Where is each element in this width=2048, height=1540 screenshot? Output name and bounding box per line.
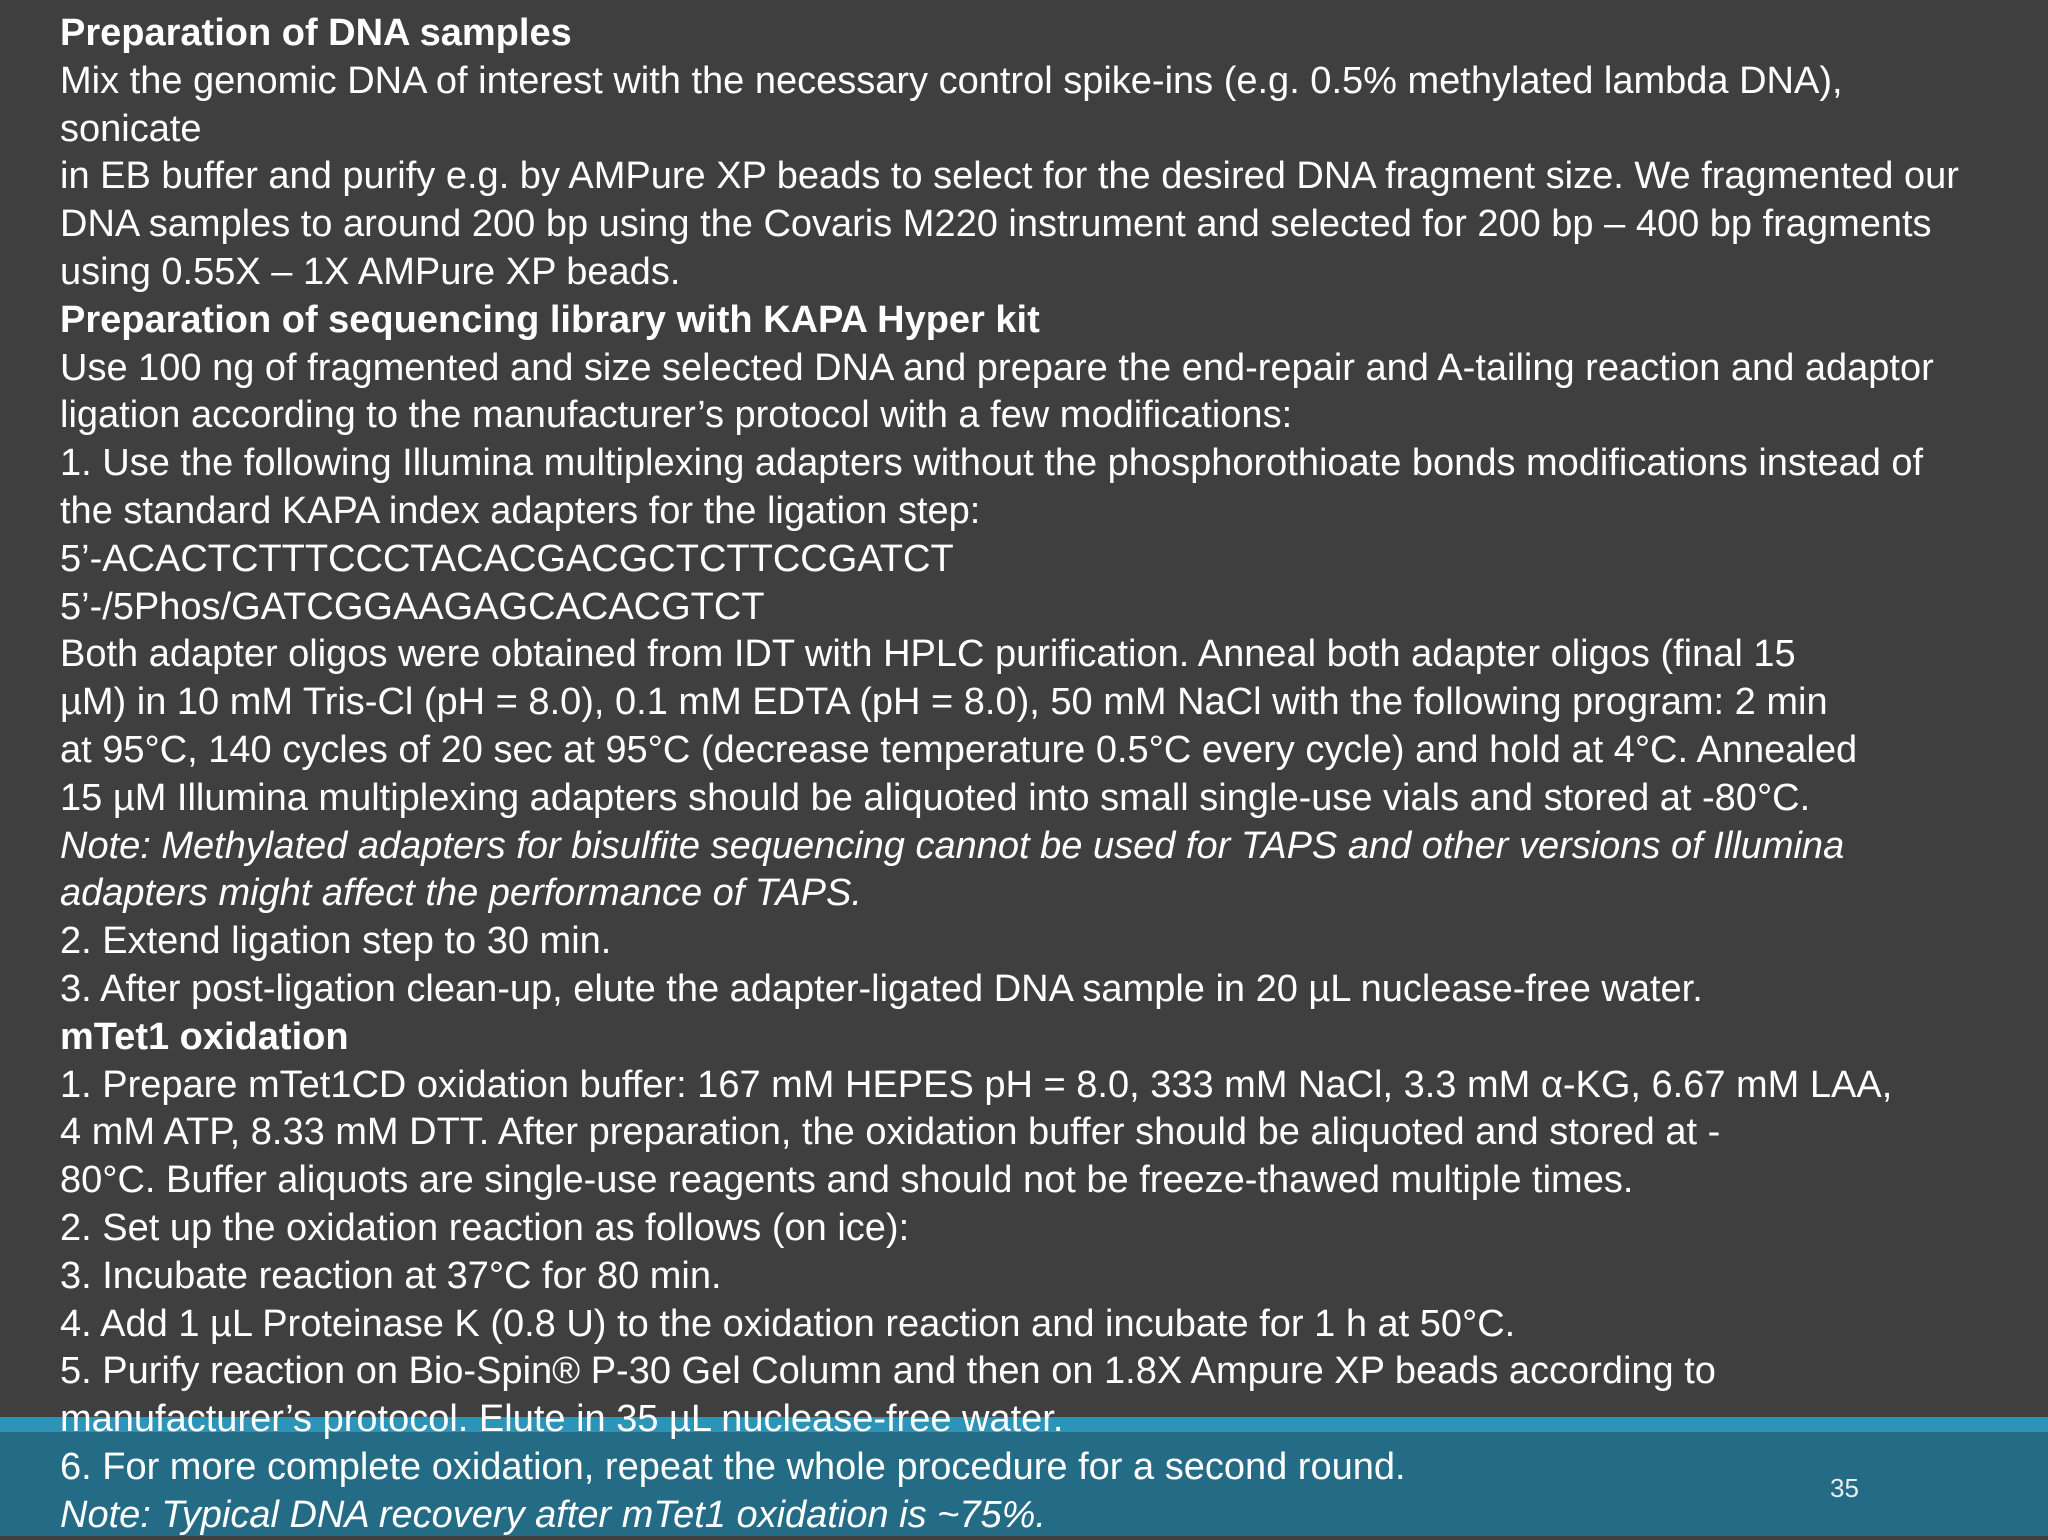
step-line: manufacturer’s protocol. Elute in 35 µL nuclease-free water. — [60, 1398, 1064, 1441]
step-line: 2. Extend ligation step to 30 min. — [60, 920, 612, 963]
oligo-sequence-2: 5’-/5Phos/GATCGGAAGAGCACACGTCT — [60, 585, 765, 628]
paragraph-line: Both adapter oligos were obtained from IDT with HPLC purification. Anneal both adapter oligos (final 15 — [60, 633, 1796, 676]
step-line: 80°C. Buffer aliquots are single-use reagents and should not be freeze-thawed multiple times. — [60, 1159, 1634, 1202]
step-line: 6. For more complete oxidation, repeat the whole procedure for a second round. — [60, 1445, 1406, 1488]
paragraph-line: µM) in 10 mM Tris-Cl (pH = 8.0), 0.1 mM EDTA (pH = 8.0), 50 mM NaCl with the following program: 2 min — [60, 681, 1828, 724]
paragraph-line: Use 100 ng of fragmented and size selected DNA and prepare the end-repair and A-tailing reaction and adaptor — [60, 346, 1934, 389]
paragraph-line: at 95°C, 140 cycles of 20 sec at 95°C (decrease temperature 0.5°C every cycle) and hold at 4°C. Annealed — [60, 728, 1858, 771]
paragraph-line: sonicate — [60, 107, 202, 150]
step-line: 1. Use the following Illumina multiplexing adapters without the phosphorothioate bonds modifications instead of — [60, 442, 1924, 485]
step-line: 4. Add 1 µL Proteinase K (0.8 U) to the oxidation reaction and incubate for 1 h at 50°C. — [60, 1302, 1516, 1345]
note-line: Note: Typical DNA recovery after mTet1 oxidation is ~75%. — [60, 1493, 1046, 1536]
page-number: 35 — [1830, 1473, 1859, 1503]
note-line: Note: Methylated adapters for bisulfite sequencing cannot be used for TAPS and other versions of Illumina — [60, 824, 1845, 867]
step-line: the standard KAPA index adapters for the ligation step: — [60, 489, 981, 532]
paragraph-line: Mix the genomic DNA of interest with the necessary control spike-ins (e.g. 0.5% methylated lambda DNA), — [60, 59, 1843, 102]
paragraph-line: in EB buffer and purify e.g. by AMPure XP beads to select for the desired DNA fragment size. We fragmented our — [60, 155, 1959, 198]
oligo-sequence-1: 5’-ACACTCTTTCCCTACACGACGCTCTTCCGATCT — [60, 537, 954, 580]
section-heading-oxidation: mTet1 oxidation — [60, 1015, 349, 1058]
protocol-text — [60, 10, 2045, 1540]
step-line: 1. Prepare mTet1CD oxidation buffer: 167 mM HEPES pH = 8.0, 333 mM NaCl, 3.3 mM α-KG, 6.67 mM LAA, — [60, 1063, 1893, 1106]
section-heading-dna-prep: Preparation of DNA samples — [60, 12, 572, 54]
paragraph-line: using 0.55X – 1X AMPure XP beads. — [60, 250, 681, 293]
section-heading-library-prep: Preparation of sequencing library with KAPA Hyper kit — [60, 298, 1040, 341]
step-line: 3. After post-ligation clean-up, elute the adapter-ligated DNA sample in 20 µL nuclease-free water. — [60, 967, 1703, 1010]
step-line: 5. Purify reaction on Bio-Spin® P-30 Gel Column and then on 1.8X Ampure XP beads according to — [60, 1350, 1716, 1393]
step-line: 3. Incubate reaction at 37°C for 80 min. — [60, 1254, 722, 1297]
note-line: adapters might affect the performance of TAPS. — [60, 872, 862, 915]
paragraph-line: ligation according to the manufacturer’s protocol with a few modifications: — [60, 394, 1293, 437]
step-line: 4 mM ATP, 8.33 mM DTT. After preparation, the oxidation buffer should be aliquoted and stored at - — [60, 1111, 1721, 1154]
step-line: 2. Set up the oxidation reaction as follows (on ice): — [60, 1206, 910, 1249]
paragraph-line: 15 µM Illumina multiplexing adapters should be aliquoted into small single-use vials and stored at -80°C. — [60, 776, 1811, 819]
paragraph-line: DNA samples to around 200 bp using the Covaris M220 instrument and selected for 200 bp – 400 bp fragments — [60, 203, 1932, 246]
